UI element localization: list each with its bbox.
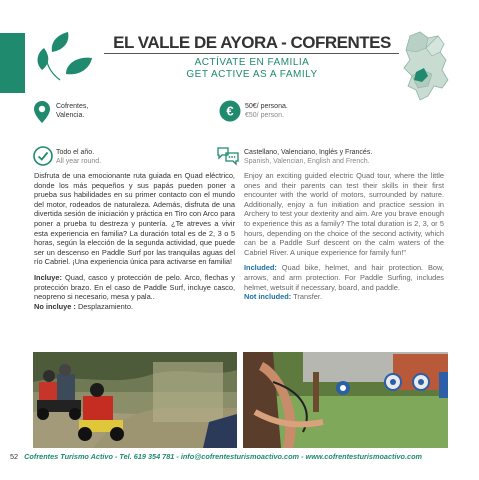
location-pin-icon [33,100,51,124]
page-number: 52 [10,452,19,461]
checkmark-circle-icon [33,146,53,166]
price-line2: €50/ person. [245,112,284,119]
subtitle-spanish: ACTÍVATE EN FAMILIA [194,57,310,68]
price-info [245,102,288,120]
spanish-column [34,171,235,317]
euro-icon [219,100,241,122]
spanish-not-includes-text: Desplazamiento. [75,301,133,311]
english-column [244,171,444,308]
speech-bubbles-icon [216,146,240,166]
footer [10,452,470,461]
region-map-icon [398,30,458,102]
english-includes-text: Quad bike, helmet, and hair protection. Bow, arrows, and arm protection. For Paddle Surfing, includes helmet, wetsuit if necessary, board, and paddle. [244,263,444,292]
section-tab [0,33,25,93]
season-line2: All year round. [56,158,102,165]
subtitle-english: GET ACTIVE AS A FAMILY [186,69,318,80]
location-line2: Valencia. [56,112,85,119]
location-line1: Cofrentes, [56,103,89,110]
price-line1: 50€/ persona. [245,103,288,110]
english-includes-label: Included: [244,263,277,273]
leaves-logo-icon [30,30,100,90]
english-description: Enjoy an exciting guided electric Quad tour, where the little ones and their parents can test their skills in their first encounter with the world of motors, surrounded by nature. Additionally, enjoy a fun initiation and practice session in Archery to test your dexterity and aim. Are you brave enough to experience this as a family? The total duration is 2, 3, or 5 hours, depending on the choice of the second activity, which can be a Paddle Surf descent on the calm waters of the Cabriel River. A unique experience for family fun!" [244,171,444,257]
svg-text:€: € [226,103,234,119]
spanish-not-includes-label: No incluye : [34,301,76,311]
languages-line1: Castellano, Valenciano, Inglés y Francés. [244,149,373,156]
season-info [56,148,101,166]
spanish-description: Disfruta de una emocionante ruta guiada en Quad eléctrico, donde los más pequeños y sus papás pueden poner a prueba sus habilidades en su primer contacto con el mundo del motor, rodeados de naturaleza. Además, disfruta de una divertida sesión de iniciación y práctica en Tiro con Arco para poner a prueba tu destreza y puntería. ¿Te atreves a vivir esta experiencia en familia? La duración total es de 2, 3 o 5 horas, según la elección de la segunda actividad, que puede ser un descenso en Paddle Surf por las tranquilas aguas del río Cabriel. ¡Una experiencia única para activarse en familia! [34,171,235,267]
season-line1: Todo el año. [56,149,95,156]
page-title: EL VALLE DE AYORA - COFRENTES [113,33,391,52]
english-not-includes-text: Transfer. [291,292,323,302]
title-underline [104,53,399,54]
quad-photo [33,352,237,448]
english-not-includes-label: Not included: [244,292,292,302]
location-info [56,102,88,120]
spanish-includes-text: Quad, casco y protección de pelo. Arco, flechas y protección brazo. En el caso de Paddle Surf, incluye casco, neopreno si necesario, mesa y pala.. [34,272,235,302]
languages-info [244,148,372,166]
archery-photo [243,352,448,448]
footer-contact-line: Cofrentes Turismo Activo - Tel. 619 354 781 - info@cofrentesturismoactivo.com - www.cofrentesturismoactivo.com [24,452,423,461]
languages-line2: Spanish, Valencian, English and French. [244,158,370,165]
spanish-includes-label: Incluye: [34,272,62,282]
